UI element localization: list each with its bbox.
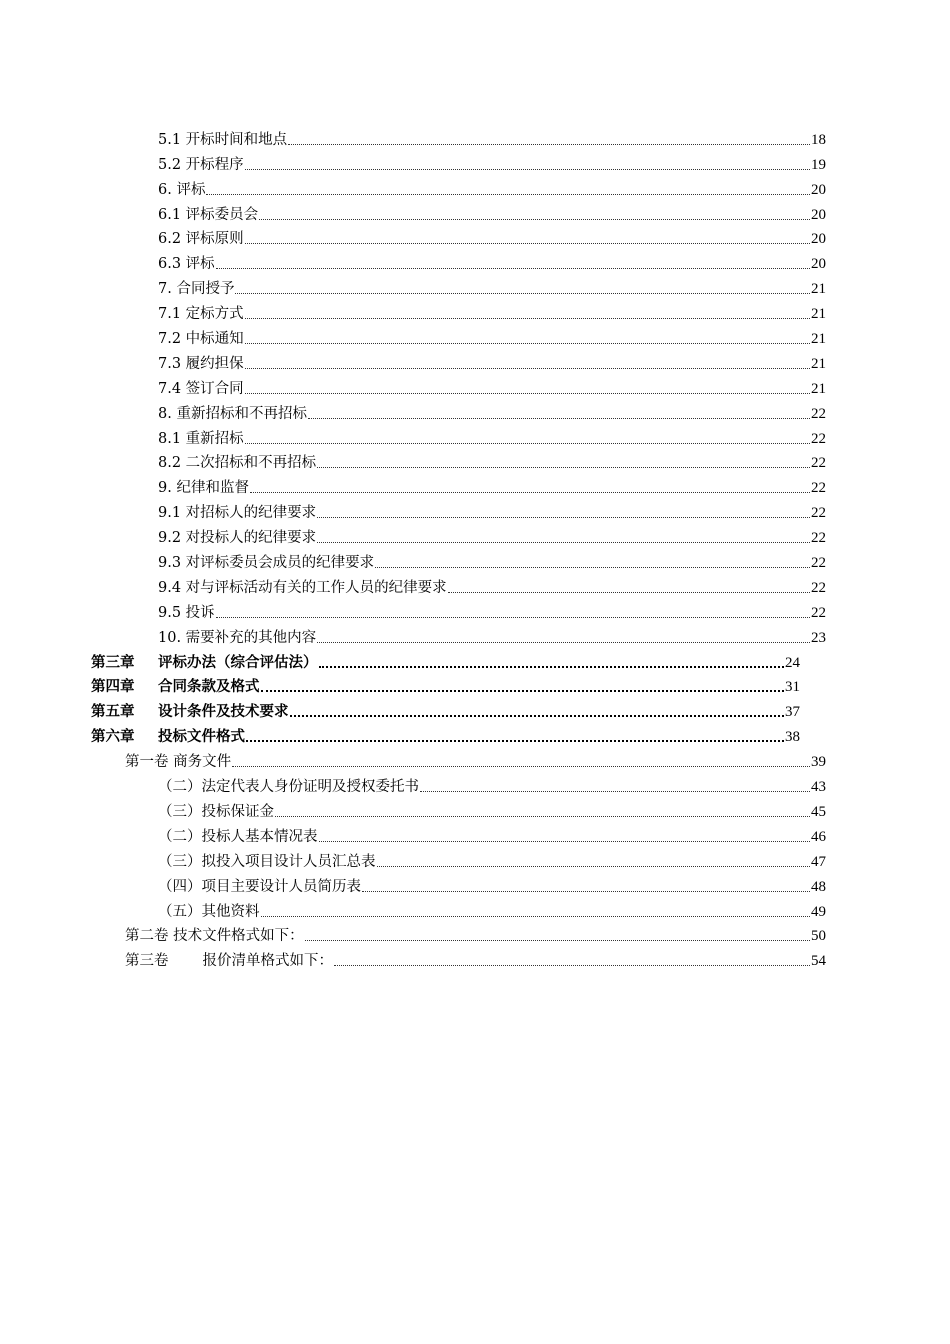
toc-entry[interactable] xyxy=(158,771,826,796)
toc-leader-dots xyxy=(275,816,810,817)
toc-entry-label: 6. 评标 xyxy=(158,181,206,198)
toc-entry[interactable] xyxy=(158,423,826,448)
toc-entry[interactable] xyxy=(158,821,826,846)
toc-page-number: 21 xyxy=(811,281,826,298)
toc-entry[interactable] xyxy=(158,472,826,497)
toc-entry-label: 5.1 开标时间和地点 xyxy=(158,131,288,148)
chapter-number: 第六章 xyxy=(91,728,135,746)
toc-volume[interactable] xyxy=(125,945,826,970)
toc-chapter[interactable] xyxy=(91,721,800,746)
toc-entry-label: 9.2 对投标人的纪律要求 xyxy=(158,530,317,547)
toc-leader-dots xyxy=(448,592,810,593)
toc-page-number: 22 xyxy=(811,480,826,497)
volume-number: 第三卷 xyxy=(125,953,169,970)
toc-page-number: 31 xyxy=(785,679,800,696)
toc-entry-label: 6.3 评标 xyxy=(158,256,215,273)
toc-entry[interactable] xyxy=(158,298,826,323)
toc-page-number: 47 xyxy=(811,853,826,870)
toc-entry-label: 9.3 对评标委员会成员的纪律要求 xyxy=(158,555,375,572)
table-of-contents xyxy=(0,124,950,970)
toc-leader-dots xyxy=(290,715,785,717)
toc-page-number: 50 xyxy=(811,928,826,945)
toc-page-number: 19 xyxy=(811,156,826,173)
toc-page-number: 39 xyxy=(811,754,826,771)
toc-leader-dots xyxy=(245,169,810,170)
toc-entry-label: 7.2 中标通知 xyxy=(158,331,244,348)
toc-leader-dots xyxy=(375,567,810,568)
toc-leader-dots xyxy=(261,690,785,692)
toc-entry[interactable] xyxy=(158,224,826,249)
toc-entry[interactable] xyxy=(158,348,826,373)
toc-page-number: 22 xyxy=(811,555,826,572)
toc-page-number: 22 xyxy=(811,455,826,472)
toc-leader-dots xyxy=(245,318,810,319)
chapter-number: 第五章 xyxy=(91,703,135,721)
toc-leader-dots xyxy=(232,766,810,767)
toc-entry[interactable] xyxy=(158,373,826,398)
toc-page-number: 22 xyxy=(811,604,826,621)
toc-leader-dots xyxy=(216,617,810,618)
toc-leader-dots xyxy=(245,443,810,444)
toc-entry-label: 7.1 定标方式 xyxy=(158,306,244,323)
toc-leader-dots xyxy=(317,467,810,468)
chapter-number: 第四章 xyxy=(91,678,135,696)
toc-leader-dots xyxy=(308,418,810,419)
toc-page-number: 20 xyxy=(811,206,826,223)
toc-page-number: 22 xyxy=(811,505,826,522)
toc-entry[interactable] xyxy=(158,572,826,597)
toc-leader-dots xyxy=(245,343,810,344)
toc-page-number: 23 xyxy=(811,629,826,646)
toc-entry[interactable] xyxy=(158,871,826,896)
toc-entry[interactable] xyxy=(158,846,826,871)
toc-entry-label: （二）法定代表人身份证明及授权委托书 xyxy=(158,779,419,796)
toc-page-number: 20 xyxy=(811,181,826,198)
toc-page-number: 48 xyxy=(811,878,826,895)
toc-leader-dots xyxy=(246,740,784,742)
toc-leader-dots xyxy=(317,542,810,543)
toc-entry-label: 8. 重新招标和不再招标 xyxy=(158,405,307,422)
toc-entry[interactable] xyxy=(158,273,826,298)
toc-entry[interactable] xyxy=(158,248,826,273)
toc-page-number: 22 xyxy=(811,405,826,422)
toc-entry[interactable] xyxy=(158,547,826,572)
toc-entry[interactable] xyxy=(158,174,826,199)
toc-chapter-heading xyxy=(91,728,245,746)
toc-leader-dots xyxy=(305,940,810,941)
toc-entry-label: （五）其他资料 xyxy=(158,903,260,920)
toc-entry-label: 9. 纪律和监督 xyxy=(158,480,249,497)
toc-leader-dots xyxy=(250,492,810,493)
toc-entry-label: （三）投标保证金 xyxy=(158,803,274,820)
toc-leader-dots xyxy=(319,841,811,842)
toc-entry-label: 7.3 履约担保 xyxy=(158,355,244,372)
toc-leader-dots xyxy=(334,965,810,966)
toc-entry-label: 8.1 重新招标 xyxy=(158,430,244,447)
toc-chapter[interactable] xyxy=(91,696,800,721)
toc-entry[interactable] xyxy=(158,522,826,547)
toc-volume[interactable] xyxy=(125,746,826,771)
toc-entry-label: 6.2 评标原则 xyxy=(158,231,244,248)
toc-entry-label: 10. 需要补充的其他内容 xyxy=(158,629,317,646)
toc-leader-dots xyxy=(420,791,810,792)
toc-volume-heading xyxy=(125,952,333,970)
toc-leader-dots xyxy=(245,243,810,244)
toc-entry-label: 9.4 对与评标活动有关的工作人员的纪律要求 xyxy=(158,579,447,596)
toc-page-number: 21 xyxy=(811,306,826,323)
toc-leader-dots xyxy=(245,393,810,394)
volume-title: 报价清单格式如下： xyxy=(202,953,333,970)
toc-entry-label: 9.1 对招标人的纪律要求 xyxy=(158,505,317,522)
toc-page-number: 45 xyxy=(811,803,826,820)
toc-leader-dots xyxy=(261,916,811,917)
toc-entry-label: 7.4 签订合同 xyxy=(158,380,244,397)
toc-leader-dots xyxy=(319,666,785,668)
toc-entry-label: （四）项目主要设计人员简历表 xyxy=(158,878,361,895)
toc-page-number: 43 xyxy=(811,779,826,796)
toc-entry-label: 5.2 开标程序 xyxy=(158,156,244,173)
toc-page-number: 46 xyxy=(811,828,826,845)
toc-page-number: 22 xyxy=(811,530,826,547)
toc-page-number: 22 xyxy=(811,579,826,596)
toc-leader-dots xyxy=(362,891,810,892)
toc-page-number: 37 xyxy=(785,704,800,721)
toc-chapter[interactable] xyxy=(91,672,800,697)
toc-page-number: 22 xyxy=(811,430,826,447)
toc-entry[interactable] xyxy=(158,124,826,149)
toc-leader-dots xyxy=(317,642,810,643)
toc-chapter-heading xyxy=(91,703,289,721)
toc-entry-label: 9.5 投诉 xyxy=(158,604,215,621)
toc-page-number: 20 xyxy=(811,256,826,273)
toc-leader-dots xyxy=(259,219,810,220)
toc-entry[interactable] xyxy=(158,597,826,622)
toc-entry[interactable] xyxy=(158,398,826,423)
toc-entry[interactable] xyxy=(158,448,826,473)
chapter-title: 评标办法（综合评估法） xyxy=(158,653,318,671)
toc-entry-label: 第二卷 技术文件格式如下： xyxy=(125,928,304,945)
toc-page-number: 24 xyxy=(785,654,800,671)
toc-entry-label: 第一卷 商务文件 xyxy=(125,754,232,771)
chapter-title: 投标文件格式 xyxy=(158,728,245,746)
toc-chapter-heading xyxy=(91,678,260,696)
toc-page-number: 38 xyxy=(785,729,800,746)
toc-leader-dots xyxy=(245,368,810,369)
toc-volume[interactable] xyxy=(125,921,826,946)
toc-page-number: 54 xyxy=(811,953,826,970)
toc-entry[interactable] xyxy=(158,323,826,348)
toc-entry-label: （二）投标人基本情况表 xyxy=(158,828,318,845)
toc-chapter-heading xyxy=(91,654,318,672)
toc-entry-label: 8.2 二次招标和不再招标 xyxy=(158,455,317,472)
toc-entry[interactable] xyxy=(158,199,826,224)
toc-entry-label: 7. 合同授予 xyxy=(158,281,235,298)
toc-leader-dots xyxy=(288,144,810,145)
toc-leader-dots xyxy=(206,194,810,195)
toc-entry-label: （三）拟投入项目设计人员汇总表 xyxy=(158,853,376,870)
toc-entry[interactable] xyxy=(158,622,826,647)
toc-page-number: 21 xyxy=(811,380,826,397)
chapter-title: 设计条件及技术要求 xyxy=(158,703,289,721)
toc-page-number: 21 xyxy=(811,355,826,372)
toc-entry[interactable] xyxy=(158,149,826,174)
toc-leader-dots xyxy=(377,866,811,867)
toc-chapter[interactable] xyxy=(91,647,800,672)
toc-page-number: 49 xyxy=(811,903,826,920)
toc-entry[interactable] xyxy=(158,896,826,921)
toc-entry[interactable] xyxy=(158,497,826,522)
toc-page-number: 20 xyxy=(811,231,826,248)
chapter-title: 合同条款及格式 xyxy=(158,678,260,696)
toc-leader-dots xyxy=(317,517,810,518)
toc-page-number: 21 xyxy=(811,331,826,348)
toc-entry[interactable] xyxy=(158,796,826,821)
toc-leader-dots xyxy=(216,268,810,269)
toc-page-number: 18 xyxy=(811,131,826,148)
toc-entry-label: 6.1 评标委员会 xyxy=(158,206,259,223)
chapter-number: 第三章 xyxy=(91,653,135,671)
toc-leader-dots xyxy=(235,293,810,294)
